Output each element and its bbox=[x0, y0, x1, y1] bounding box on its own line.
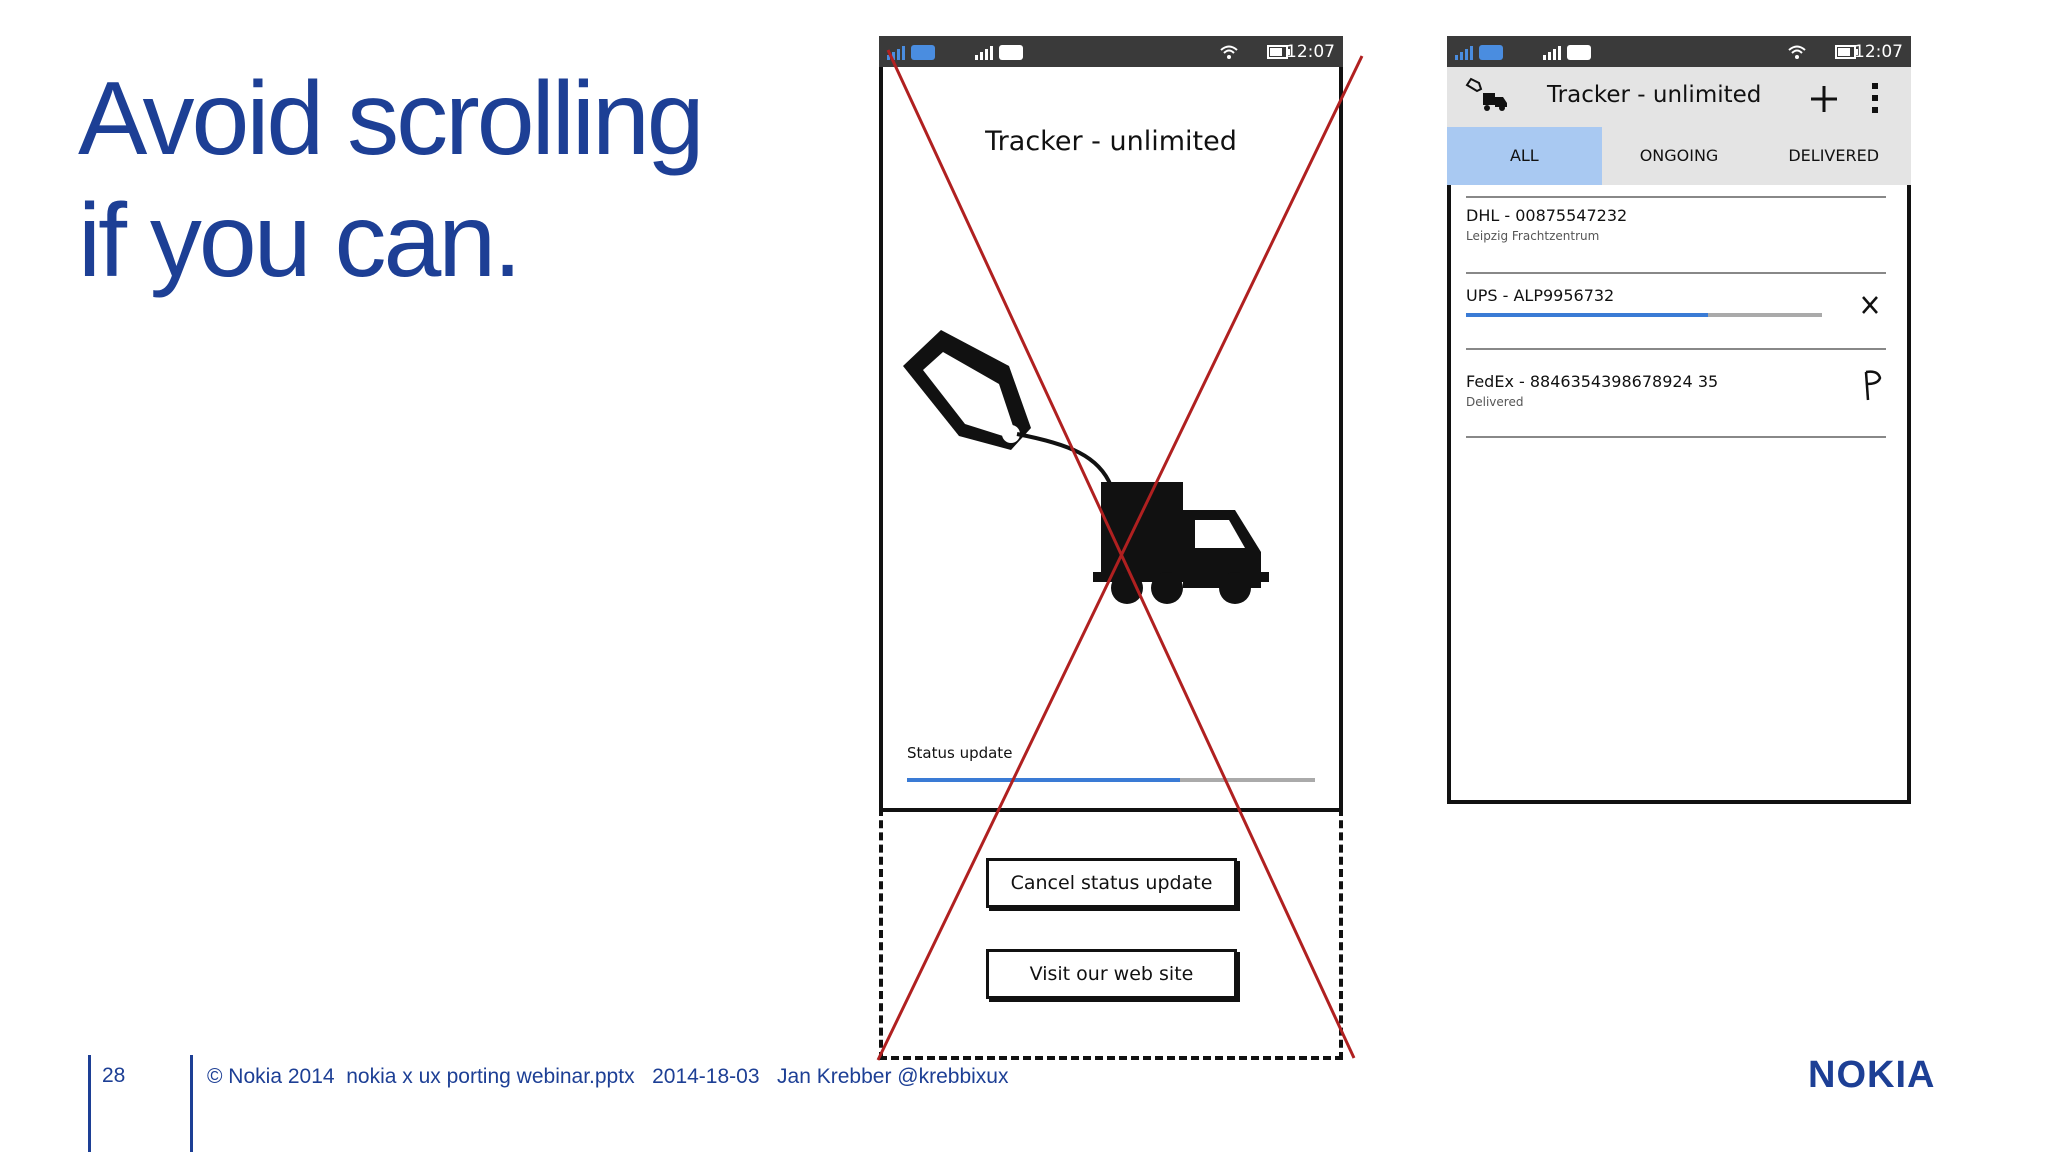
tab-delivered[interactable]: DELIVERED bbox=[1788, 146, 1880, 165]
status-time: 12:07 bbox=[1286, 42, 1335, 62]
status-time: 12:07 bbox=[1854, 42, 1903, 62]
list-item-title: FedEx - 8846354398678924 35 bbox=[1466, 372, 1719, 391]
app-title: Tracker - unlimited bbox=[985, 126, 1237, 157]
add-icon[interactable] bbox=[1809, 84, 1839, 114]
tab-bar bbox=[1447, 127, 1911, 185]
overflow-menu-icon[interactable] bbox=[1869, 81, 1881, 115]
list-item-title: UPS - ALP9956732 bbox=[1466, 286, 1615, 305]
list-item-fedex[interactable] bbox=[1466, 372, 1906, 438]
footer-rule-left bbox=[88, 1055, 91, 1152]
tab-all[interactable]: ALL bbox=[1447, 127, 1602, 185]
filename: nokia x ux porting webinar.pptx bbox=[346, 1065, 635, 1088]
x-icon[interactable] bbox=[1860, 294, 1880, 316]
status-update-label: Status update bbox=[907, 744, 1013, 762]
list-item-dhl[interactable] bbox=[1466, 206, 1886, 276]
app-bar bbox=[1447, 67, 1911, 127]
signal-sim1-icon bbox=[1455, 43, 1515, 61]
app-title: Tracker - unlimited bbox=[1547, 82, 1762, 108]
item-progress-fill bbox=[1466, 313, 1708, 317]
flag-icon[interactable] bbox=[1858, 368, 1884, 402]
status-bar bbox=[1447, 36, 1911, 67]
list-item-subtitle: Delivered bbox=[1466, 395, 1524, 409]
wifi-icon bbox=[1787, 44, 1807, 60]
phone-mockup-tabs bbox=[1447, 36, 1911, 808]
slide-title-line2: if you can. bbox=[78, 183, 520, 299]
slide-title-line1: Avoid scrolling bbox=[78, 61, 702, 177]
page-number: 28 bbox=[102, 1064, 126, 1087]
cancel-status-update-button[interactable]: Cancel status update bbox=[986, 858, 1237, 908]
author: Jan Krebber @krebbixux bbox=[777, 1065, 1009, 1088]
visit-web-site-button[interactable]: Visit our web site bbox=[986, 949, 1237, 999]
item-progress-bar bbox=[1466, 313, 1822, 317]
tab-ongoing[interactable]: ONGOING bbox=[1639, 146, 1719, 165]
slide-title bbox=[78, 58, 838, 302]
cross-out-mark bbox=[870, 30, 1370, 1065]
footer-copyright bbox=[207, 1065, 1008, 1089]
list-item-title: DHL - 00875547232 bbox=[1466, 206, 1628, 225]
list-item-subtitle: Leipzig Frachtzentrum bbox=[1466, 229, 1600, 243]
app-logo-icon bbox=[1465, 77, 1517, 113]
footer-rule-right bbox=[190, 1055, 193, 1152]
list-divider bbox=[1466, 348, 1886, 350]
signal-sim2-icon bbox=[1543, 43, 1603, 61]
date: 2014-18-03 bbox=[652, 1065, 760, 1088]
list-divider bbox=[1466, 272, 1886, 274]
list-item-ups[interactable] bbox=[1466, 286, 1906, 352]
copyright: © Nokia 2014 bbox=[207, 1065, 335, 1088]
list-divider bbox=[1466, 196, 1886, 198]
list-divider bbox=[1466, 436, 1886, 438]
nokia-logo: NOKIA bbox=[1808, 1054, 1936, 1096]
